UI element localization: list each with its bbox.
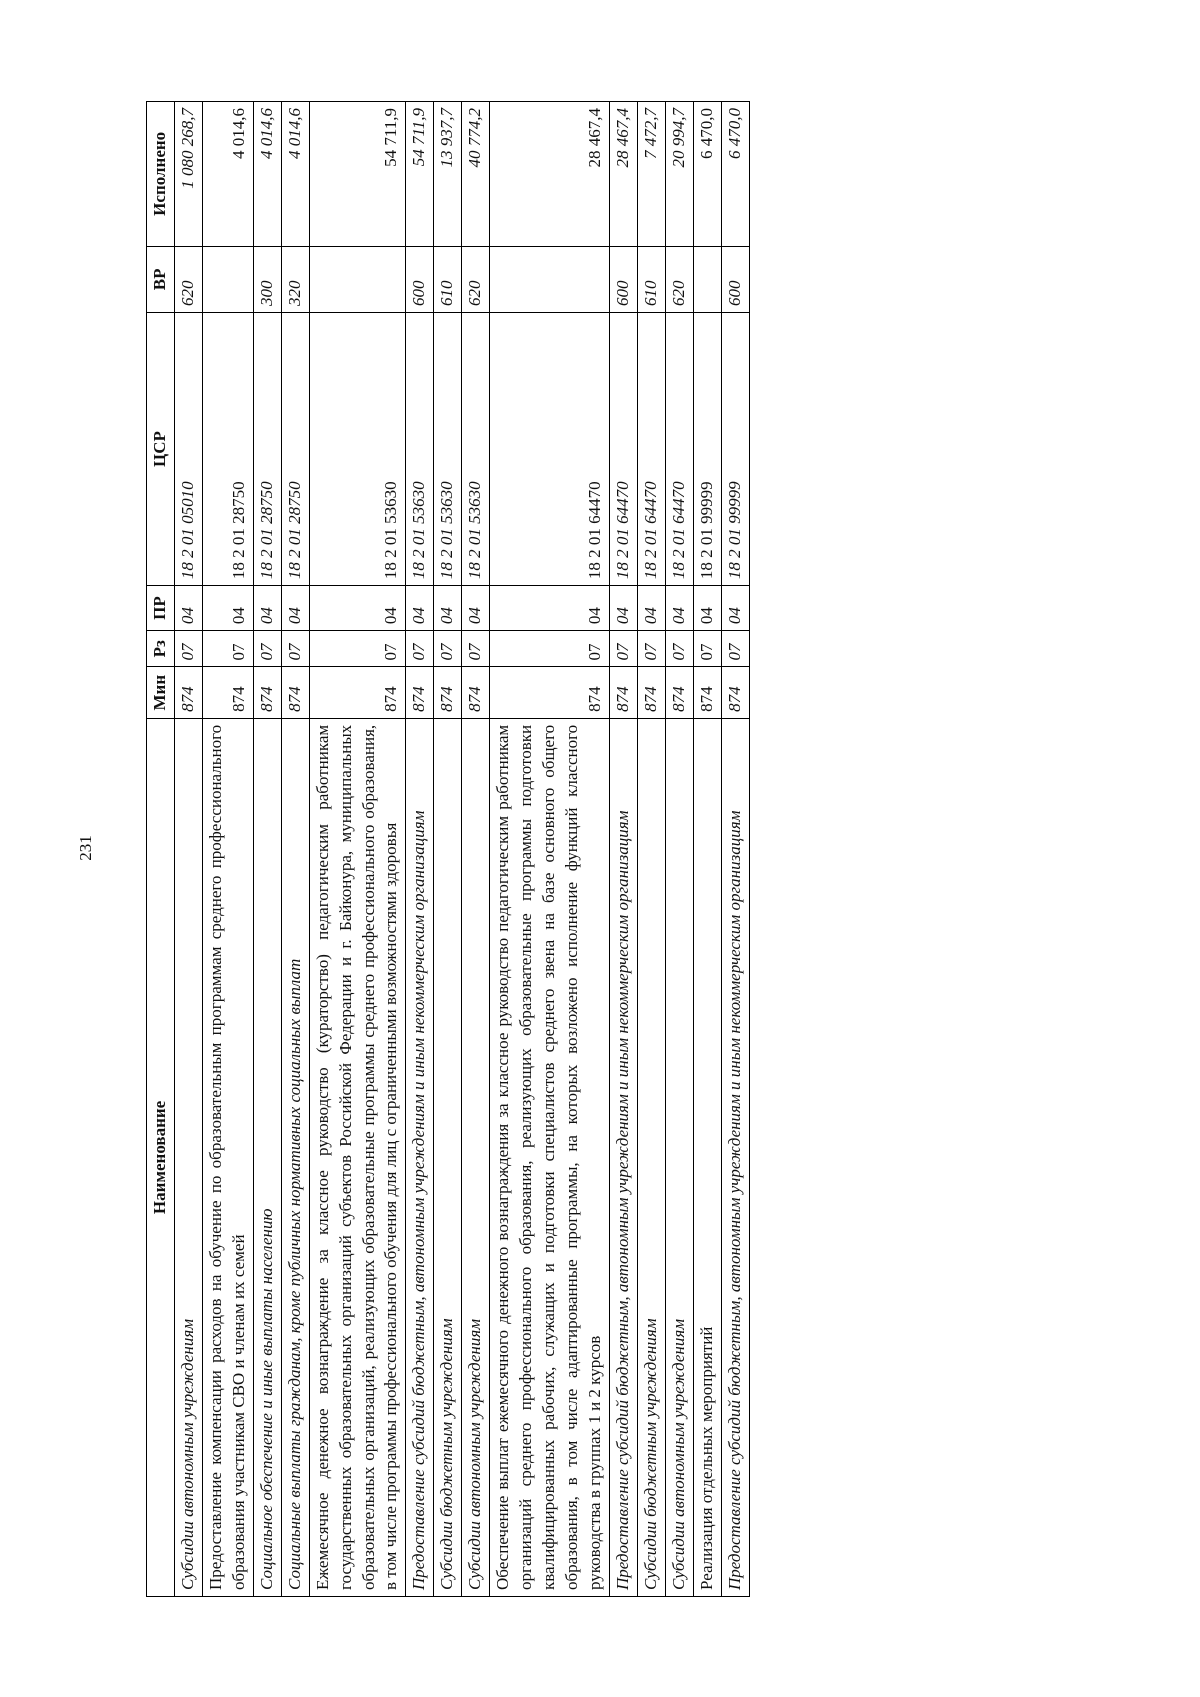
table-row — [462, 102, 490, 1597]
cell-csr: 18 2 01 64470 — [637, 313, 665, 586]
table-header-row — [147, 102, 175, 1597]
cell-csr: 18 2 01 53630 — [434, 313, 462, 586]
header-isp: Исполнено — [147, 102, 175, 247]
cell-min: 874 — [281, 667, 309, 718]
cell-csr: 18 2 01 28750 — [253, 313, 281, 586]
cell-min: 874 — [202, 667, 253, 718]
cell-vr — [202, 246, 253, 312]
cell-vr: 610 — [434, 246, 462, 312]
cell-name: Социальное обеспечение и иные выплаты населению — [253, 718, 281, 1596]
cell-min: 874 — [253, 667, 281, 718]
table-row — [281, 102, 309, 1597]
table-row — [490, 102, 610, 1597]
header-pr: ПР — [147, 586, 175, 631]
cell-executed: 7 472,7 — [637, 102, 665, 247]
page-number: 231 — [76, 835, 95, 861]
cell-pr: 04 — [721, 586, 749, 631]
table-row — [721, 102, 749, 1597]
cell-csr: 18 2 01 28750 — [202, 313, 253, 586]
cell-executed: 28 467,4 — [609, 102, 637, 247]
cell-vr: 610 — [637, 246, 665, 312]
cell-csr: 18 2 01 28750 — [281, 313, 309, 586]
cell-vr: 600 — [609, 246, 637, 312]
cell-min: 874 — [434, 667, 462, 718]
cell-pr: 04 — [309, 586, 406, 631]
cell-rz: 07 — [462, 631, 490, 667]
cell-rz: 07 — [202, 631, 253, 667]
cell-rz: 07 — [309, 631, 406, 667]
cell-vr: 620 — [462, 246, 490, 312]
cell-vr — [490, 246, 610, 312]
cell-vr: 300 — [253, 246, 281, 312]
cell-min: 874 — [665, 667, 693, 718]
cell-pr: 04 — [637, 586, 665, 631]
cell-name: Субсидии автономным учреждениям — [462, 718, 490, 1596]
cell-executed: 4 014,6 — [253, 102, 281, 247]
cell-pr: 04 — [693, 586, 721, 631]
cell-name: Обеспечение выплат ежемесячного денежного вознаграждения за классное руководство педагогическим работникам организаций среднего профессионального образования, реализующих образовательные программы подготовки квалифицированных рабочих, служащих и подготовки специалистов среднего звена на базе основного общего образования, в том числе адаптированные программы, на которых возложено исполнение функций классного руководства в группах 1 и 2 курсов — [490, 718, 610, 1596]
cell-executed: 6 470,0 — [693, 102, 721, 247]
table-row — [406, 102, 434, 1597]
table-row — [609, 102, 637, 1597]
cell-executed: 28 467,4 — [490, 102, 610, 247]
cell-executed: 13 937,7 — [434, 102, 462, 247]
table-row — [434, 102, 462, 1597]
cell-name: Субсидии автономным учреждениям — [174, 718, 202, 1596]
cell-pr: 04 — [202, 586, 253, 631]
cell-vr — [693, 246, 721, 312]
cell-csr: 18 2 01 64470 — [609, 313, 637, 586]
table-row — [174, 102, 202, 1597]
cell-min: 874 — [406, 667, 434, 718]
cell-rz: 07 — [281, 631, 309, 667]
cell-executed: 54 711,9 — [309, 102, 406, 247]
table-row — [665, 102, 693, 1597]
cell-pr: 04 — [434, 586, 462, 631]
cell-name: Субсидии бюджетным учреждениям — [637, 718, 665, 1596]
cell-executed: 6 470,0 — [721, 102, 749, 247]
cell-pr: 04 — [609, 586, 637, 631]
cell-executed: 1 080 268,7 — [174, 102, 202, 247]
cell-csr: 18 2 01 05010 — [174, 313, 202, 586]
cell-name: Субсидии бюджетным учреждениям — [434, 718, 462, 1596]
cell-csr: 18 2 01 64470 — [490, 313, 610, 586]
cell-pr: 04 — [490, 586, 610, 631]
cell-csr: 18 2 01 99999 — [693, 313, 721, 586]
cell-executed: 20 994,7 — [665, 102, 693, 247]
cell-name: Предоставление компенсации расходов на обучение по образовательным программам среднего профессионального образования участникам СВО и членам их семей — [202, 718, 253, 1596]
cell-pr: 04 — [253, 586, 281, 631]
budget-table — [146, 101, 750, 1597]
cell-name: Предоставление субсидий бюджетным, автономным учреждениям и иным некоммерческим организациям — [406, 718, 434, 1596]
cell-vr: 600 — [721, 246, 749, 312]
table-row — [253, 102, 281, 1597]
cell-vr: 320 — [281, 246, 309, 312]
cell-pr: 04 — [406, 586, 434, 631]
cell-min: 874 — [490, 667, 610, 718]
cell-rz: 07 — [406, 631, 434, 667]
cell-csr: 18 2 01 53630 — [462, 313, 490, 586]
cell-name: Социальные выплаты гражданам, кроме публичных нормативных социальных выплат — [281, 718, 309, 1596]
cell-executed: 40 774,2 — [462, 102, 490, 247]
cell-pr: 04 — [462, 586, 490, 631]
cell-vr — [309, 246, 406, 312]
cell-vr: 600 — [406, 246, 434, 312]
rotated-page-content — [146, 101, 1066, 1597]
cell-min: 874 — [693, 667, 721, 718]
cell-rz: 07 — [721, 631, 749, 667]
header-name: Наименование — [147, 718, 175, 1596]
header-vr: ВР — [147, 246, 175, 312]
cell-rz: 07 — [434, 631, 462, 667]
cell-name: Реализация отдельных мероприятий — [693, 718, 721, 1596]
header-rz: Рз — [147, 631, 175, 667]
cell-rz: 07 — [693, 631, 721, 667]
cell-vr: 620 — [665, 246, 693, 312]
cell-name: Предоставление субсидий бюджетным, автономным учреждениям и иным некоммерческим организациям — [721, 718, 749, 1596]
cell-csr: 18 2 01 64470 — [665, 313, 693, 586]
cell-pr: 04 — [665, 586, 693, 631]
table-row — [309, 102, 406, 1597]
header-csr: ЦСР — [147, 313, 175, 586]
cell-executed: 4 014,6 — [281, 102, 309, 247]
table-row — [693, 102, 721, 1597]
cell-csr: 18 2 01 99999 — [721, 313, 749, 586]
cell-min: 874 — [174, 667, 202, 718]
cell-min: 874 — [462, 667, 490, 718]
cell-rz: 07 — [609, 631, 637, 667]
cell-min: 874 — [609, 667, 637, 718]
cell-min: 874 — [721, 667, 749, 718]
cell-rz: 07 — [490, 631, 610, 667]
cell-name: Субсидии автономным учреждениям — [665, 718, 693, 1596]
cell-vr: 620 — [174, 246, 202, 312]
cell-executed: 54 711,9 — [406, 102, 434, 247]
table-row — [637, 102, 665, 1597]
cell-rz: 07 — [174, 631, 202, 667]
cell-pr: 04 — [174, 586, 202, 631]
table-row — [202, 102, 253, 1597]
header-min: Мин — [147, 667, 175, 718]
cell-min: 874 — [309, 667, 406, 718]
cell-min: 874 — [637, 667, 665, 718]
cell-executed: 4 014,6 — [202, 102, 253, 247]
cell-csr: 18 2 01 53630 — [309, 313, 406, 586]
cell-csr: 18 2 01 53630 — [406, 313, 434, 586]
cell-pr: 04 — [281, 586, 309, 631]
cell-rz: 07 — [253, 631, 281, 667]
cell-rz: 07 — [637, 631, 665, 667]
cell-rz: 07 — [665, 631, 693, 667]
cell-name: Предоставление субсидий бюджетным, автономным учреждениям и иным некоммерческим организациям — [609, 718, 637, 1596]
cell-name: Ежемесячное денежное вознаграждение за классное руководство (кураторство) педагогическим работникам государственных образовательных организаций субъектов Российской Федерации и г. Байконура, муниципальных образовательных организаций, реализующих образовательные программы среднего профессионального образования, в том числе программы профессионального обучения для лиц с ограниченными возможностями здоровья — [309, 718, 406, 1596]
